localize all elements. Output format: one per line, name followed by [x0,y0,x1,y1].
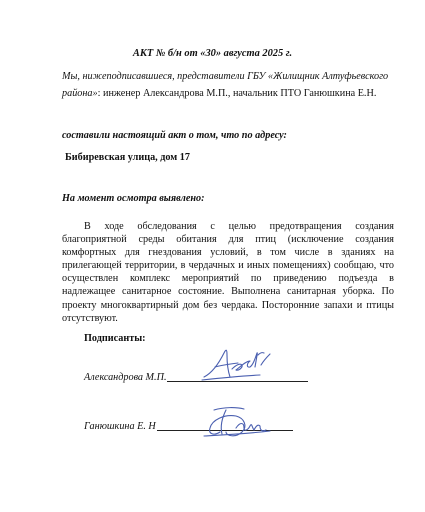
findings-text: В ходе обследования с целью предотвращения создания благоприятной среды обитания для птиц (исключение создания комфортных для гнездования условий, в том числе в зданиях на прилегающей территории, в чердачных и иных помещениях) сообщаю, что осуществлен комплекс мероприятий по приведению подъезда в надлежащее санитарное состояние. Выполнена санитарная уборка. По проекту многоквартирный дом без чердака. Посторонние запахи и птицы отсутствуют. [62,221,394,324]
signatory-2-name: Ганюшкина Е. Н [84,421,156,432]
intro-line-2-prefix: района» [62,88,98,99]
signature-2 [200,402,280,442]
document-title: АКТ № б/н от «30» августа 2025 г. [132,48,293,59]
address: Бибиревская улица, дом 17 [65,152,190,163]
intro-line-2 [62,87,376,100]
intro-line-2-rest: : инженер Александрова М.П., начальник ПТО Ганюшкина Е.Н. [97,88,377,99]
intro-line-1: Мы, нижеподписавшиеся, представители ГБУ «Жилищник Алтуфьевского [62,71,389,82]
signature-1 [200,343,275,383]
signatory-1-name: Александрова М.П. [84,372,167,383]
address-intro: составили настоящий акт о том, что по адресу: [62,130,287,141]
signatories-heading: Подписанты: [84,333,146,344]
findings-heading: На момент осмотра выявлено: [62,193,205,204]
